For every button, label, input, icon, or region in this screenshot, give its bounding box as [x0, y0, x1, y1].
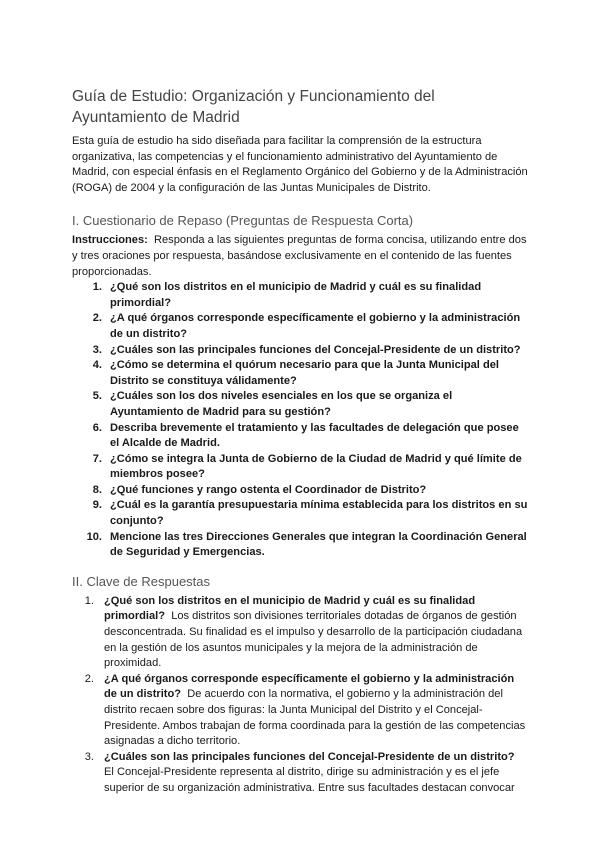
question-list-wrap: [72, 280, 528, 561]
question-number: 9.: [92, 499, 102, 512]
question-text: ¿Cómo se determina el quórum necesario para que la Junta Municipal del Distrito se constituya válidamente?: [110, 359, 499, 387]
question-item: [72, 452, 528, 483]
instructions-text: Responda a las siguientes preguntas de forma concisa, utilizando entre dos y tres oraciones por respuesta, basándose exclusivamente en el contenido de las fuentes proporcionadas.: [72, 234, 527, 278]
answer-question: ¿A qué órganos corresponde específicamente el gobierno y la administración de un distrito?: [104, 672, 515, 701]
question-text: Describa brevemente el tratamiento y las facultades de delegación que posee el Alcalde de Madrid.: [110, 421, 519, 450]
question-item: [72, 483, 528, 499]
question-number: 10.: [86, 530, 102, 543]
answer-number: 2.: [84, 672, 94, 685]
document-page: [72, 86, 528, 797]
answer-list: [72, 594, 528, 797]
question-text: ¿Cuál es la garantía presupuestaria mínima establecida para los distritos en su conjunto?: [110, 499, 528, 528]
answer-text: Los distritos son divisiones territoriales dotadas de órganos de gestión desconcentrada. Su finalidad es el impulso y desarrollo de la participación ciudadana en la gestión de los asuntos municipales y la mejora de la administración de proximidad.: [104, 610, 523, 670]
answer-body: [104, 750, 528, 797]
section-heading-questionnaire: I. Cuestionario de Repaso (Preguntas de Respuesta Corta): [72, 213, 414, 229]
question-item: [72, 280, 528, 311]
instructions-label: Instrucciones:: [72, 234, 148, 247]
question-item: [72, 358, 528, 389]
question-number: 7.: [92, 452, 102, 465]
question-text: Mencione las tres Direcciones Generales que integran la Coordinación General de Seguridad y Emergencias.: [110, 530, 527, 559]
document-intro: Esta guía de estudio ha sido diseñada para facilitar la comprensión de la estructura organizativa, las competencias y el funcionamiento administrativo del Ayuntamiento de Madrid, con especial énfasis en el Reglamento Orgánico del Gobierno y de la Administración (ROGA) de 2004 y la configuración de las Juntas Municipales de Distrito.: [72, 135, 528, 194]
answer-question: ¿Qué son los distritos en el municipio de Madrid y cuál es su finalidad primordial?: [104, 594, 476, 623]
answer-item: [72, 750, 528, 797]
question-item: [72, 311, 528, 342]
question-number: 8.: [92, 483, 102, 496]
question-text: ¿Cuáles son los dos niveles esenciales en los que se organiza el Ayuntamiento de Madrid para su gestión?: [110, 390, 453, 418]
question-item: [72, 498, 528, 529]
question-item: [72, 343, 528, 359]
question-number: 1.: [92, 281, 102, 294]
question-number: 4.: [92, 359, 102, 372]
instructions: [72, 233, 528, 280]
answer-body: [104, 594, 528, 672]
document-title: Guía de Estudio: Organización y Funcionamiento del Ayuntamiento de Madrid: [72, 88, 435, 126]
question-number: 6.: [92, 421, 102, 434]
answer-question: ¿Cuáles son las principales funciones del Concejal-Presidente de un distrito?: [104, 750, 515, 763]
question-list: [72, 280, 528, 561]
answer-item: [72, 672, 528, 750]
answer-text: De acuerdo con la normativa, el gobierno y la administración del distrito recaen sobre dos figuras: la Junta Municipal del Distrito y el Concejal-Presidente. Ambos trabajan de forma coordinada para la gestión de las competencias asignadas a dicho territorio.: [104, 688, 526, 748]
question-text: ¿Qué funciones y rango ostenta el Coordinador de Distrito?: [110, 483, 427, 496]
question-item: [72, 389, 528, 420]
question-text: ¿Cuáles son las principales funciones del Concejal-Presidente de un distrito?: [110, 343, 521, 356]
section-heading-answer-key: II. Clave de Respuestas: [72, 573, 211, 589]
question-number: 5.: [92, 390, 102, 403]
answer-number: 1.: [84, 594, 94, 607]
question-number: 3.: [92, 343, 102, 356]
question-item: [72, 421, 528, 452]
answer-text: El Concejal-Presidente representa al distrito, dirige su administración y es el jefe superior de su organización administrativa. Entre sus facultades destacan convocar: [104, 766, 515, 794]
answer-body: [104, 672, 528, 750]
question-text: ¿Cómo se integra la Junta de Gobierno de la Ciudad de Madrid y qué límite de miembros posee?: [110, 452, 522, 481]
answer-item: [72, 594, 528, 672]
question-number: 2.: [92, 312, 102, 325]
question-item: [72, 530, 528, 561]
answer-number: 3.: [84, 750, 94, 763]
question-text: ¿Qué son los distritos en el municipio de Madrid y cuál es su finalidad primordial?: [110, 281, 482, 309]
question-text: ¿A qué órganos corresponde específicamente el gobierno y la administración de un distrito?: [110, 312, 521, 340]
